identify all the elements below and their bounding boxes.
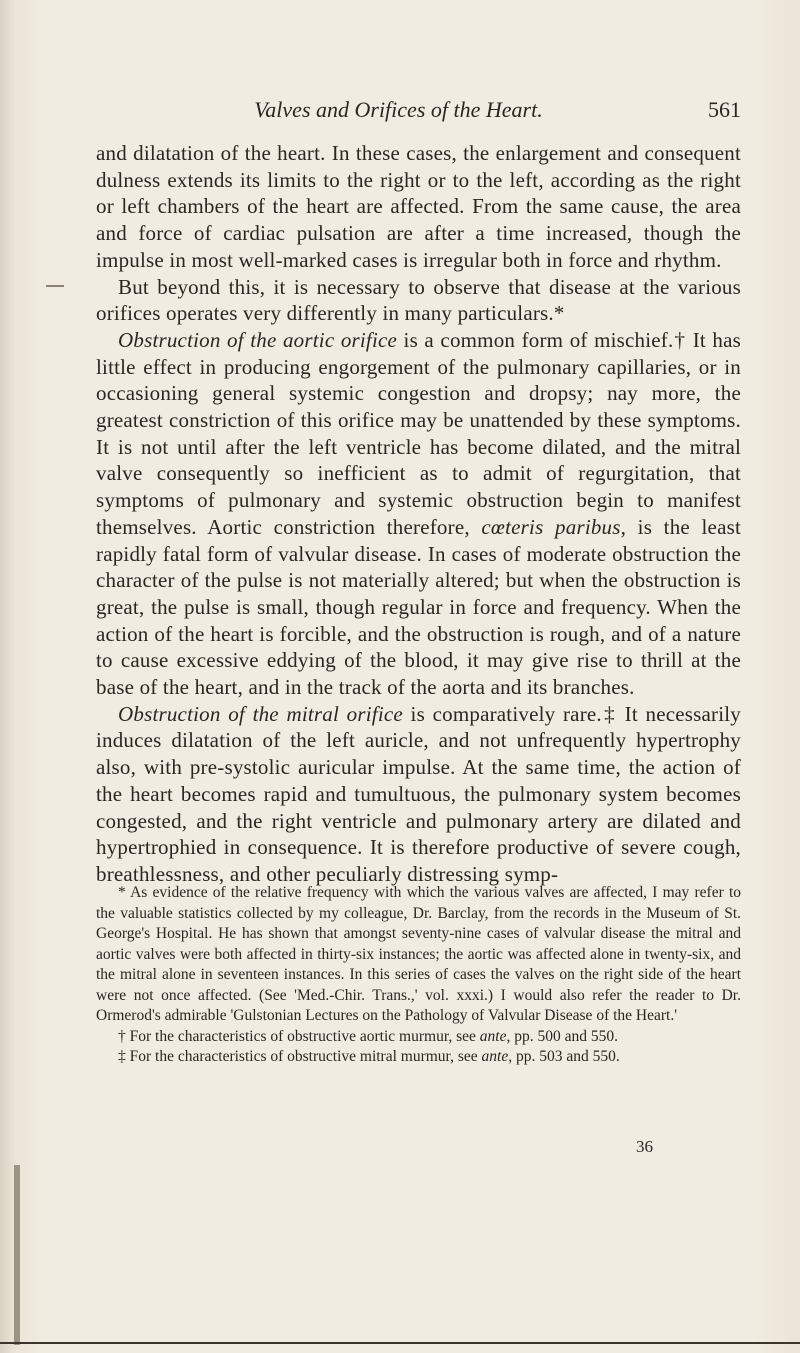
footnote-2-text-a: † For the characteristics of obstructive aortic murmur, see bbox=[118, 1027, 480, 1045]
binding-shadow bbox=[14, 1165, 20, 1345]
footnote-3-text-b: , pp. 503 and 550. bbox=[508, 1048, 620, 1065]
signature-mark: 36 bbox=[636, 1137, 653, 1156]
aortic-text-b: , is the least rapidly fatal form of valvular disease. In cases of moderate obstruction the character of the pulse is not materially altered; but when the obstruction is great, the pulse is small, though regular in force and frequency. When the action of the heart is forcible, and the obstruction is rough, and of a nature to cause excessive eddying of the blood, it may give rise to thrill at the base of the heart, and in the track of the aorta and its branches. bbox=[96, 514, 741, 700]
aortic-heading: Obstruction of the aortic orifice bbox=[118, 327, 398, 352]
body-text bbox=[96, 140, 741, 888]
footnotes bbox=[96, 883, 741, 1068]
footnote-2-text-b: , pp. 500 and 550. bbox=[506, 1027, 618, 1045]
paragraph-mitral bbox=[96, 701, 741, 888]
page-number: 561 bbox=[708, 97, 741, 122]
page-binding-edge bbox=[0, 0, 14, 1353]
aortic-text-a: is a common form of mischief.† It has little effect in producing engorgement of the pulmonary capillaries, or in occasioning general systemic congestion and dropsy; nay more, the greatest constriction of this orifice may be unattended by these symptoms. It is not until after the left ventricle has become dilated, and the mitral valve consequently so inefficient as to admit of regurgitation, that symptoms of pulmonary and systemic obstruction begin to manifest themselves. Aortic constriction therefore, bbox=[96, 327, 741, 539]
footnote-2-italic: ante bbox=[479, 1027, 507, 1045]
bottom-edge-rule bbox=[0, 1342, 800, 1344]
mitral-text: is comparatively rare.‡ It necessarily induces dilatation of the left auricle, and not unfrequently hypertrophy also, with pre-systolic auricular impulse. At the same time, the action of the heart becomes rapid and tumultuous, the pulmonary system becomes congested, and the right ventricle and pulmonary artery are dilated and hypertrophied in consequence. It is therefore productive of severe cough, breathlessness, and other peculiarly distressing symp- bbox=[96, 701, 741, 886]
running-header bbox=[96, 97, 741, 125]
margin-mark bbox=[46, 285, 64, 287]
footnote-3-text-a: ‡ For the characteristics of obstructive mitral murmur, see bbox=[118, 1048, 482, 1065]
aortic-italic: cœteris paribus bbox=[481, 514, 621, 539]
paragraph-2-text: But beyond this, it is necessary to observe that disease at the various orifices operates very differently in many particulars.* bbox=[96, 274, 741, 326]
paragraph-1 bbox=[96, 140, 741, 274]
paragraph-2 bbox=[96, 274, 741, 327]
mitral-heading: Obstruction of the mitral orifice bbox=[118, 701, 403, 726]
running-title: Valves and Orifices of the Heart. bbox=[254, 97, 543, 122]
paragraph-1-text: and dilatation of the heart. In these cases, the enlargement and consequent dulness extends its limits to the right or to the left, according as the right or left chambers of the heart are affected. From the same cause, the area and force of cardiac pulsation are after a time increased, though the impulse in most well-marked cases is irregular both in force and rhythm. bbox=[96, 141, 741, 272]
footnote-1: * As evidence of the relative frequency with which the various valves are affected, I may refer to the valuable statistics collected by my colleague, Dr. Barclay, from the records in the Museum of St. George's Hospital. He has shown that amongst seventy-nine cases of valvular disease the mitral and aortic valves were both affected in thirty-six instances; the aortic was affected alone in twenty-six, and the mitral alone in seventeen instances. In this series of cases the valves on the right side of the heart were not once affected. (See 'Med.-Chir. Trans.,' vol. xxxi.) I would also refer the reader to Dr. Ormerod's admirable 'Gulstonian Lectures on the Pathology of Valvular Disease of the Heart.' bbox=[96, 884, 741, 1024]
footnote-3 bbox=[96, 1047, 741, 1068]
footnote-3-italic: ante bbox=[481, 1048, 509, 1065]
footnote-2 bbox=[96, 1027, 741, 1048]
paragraph-aortic bbox=[96, 327, 741, 701]
